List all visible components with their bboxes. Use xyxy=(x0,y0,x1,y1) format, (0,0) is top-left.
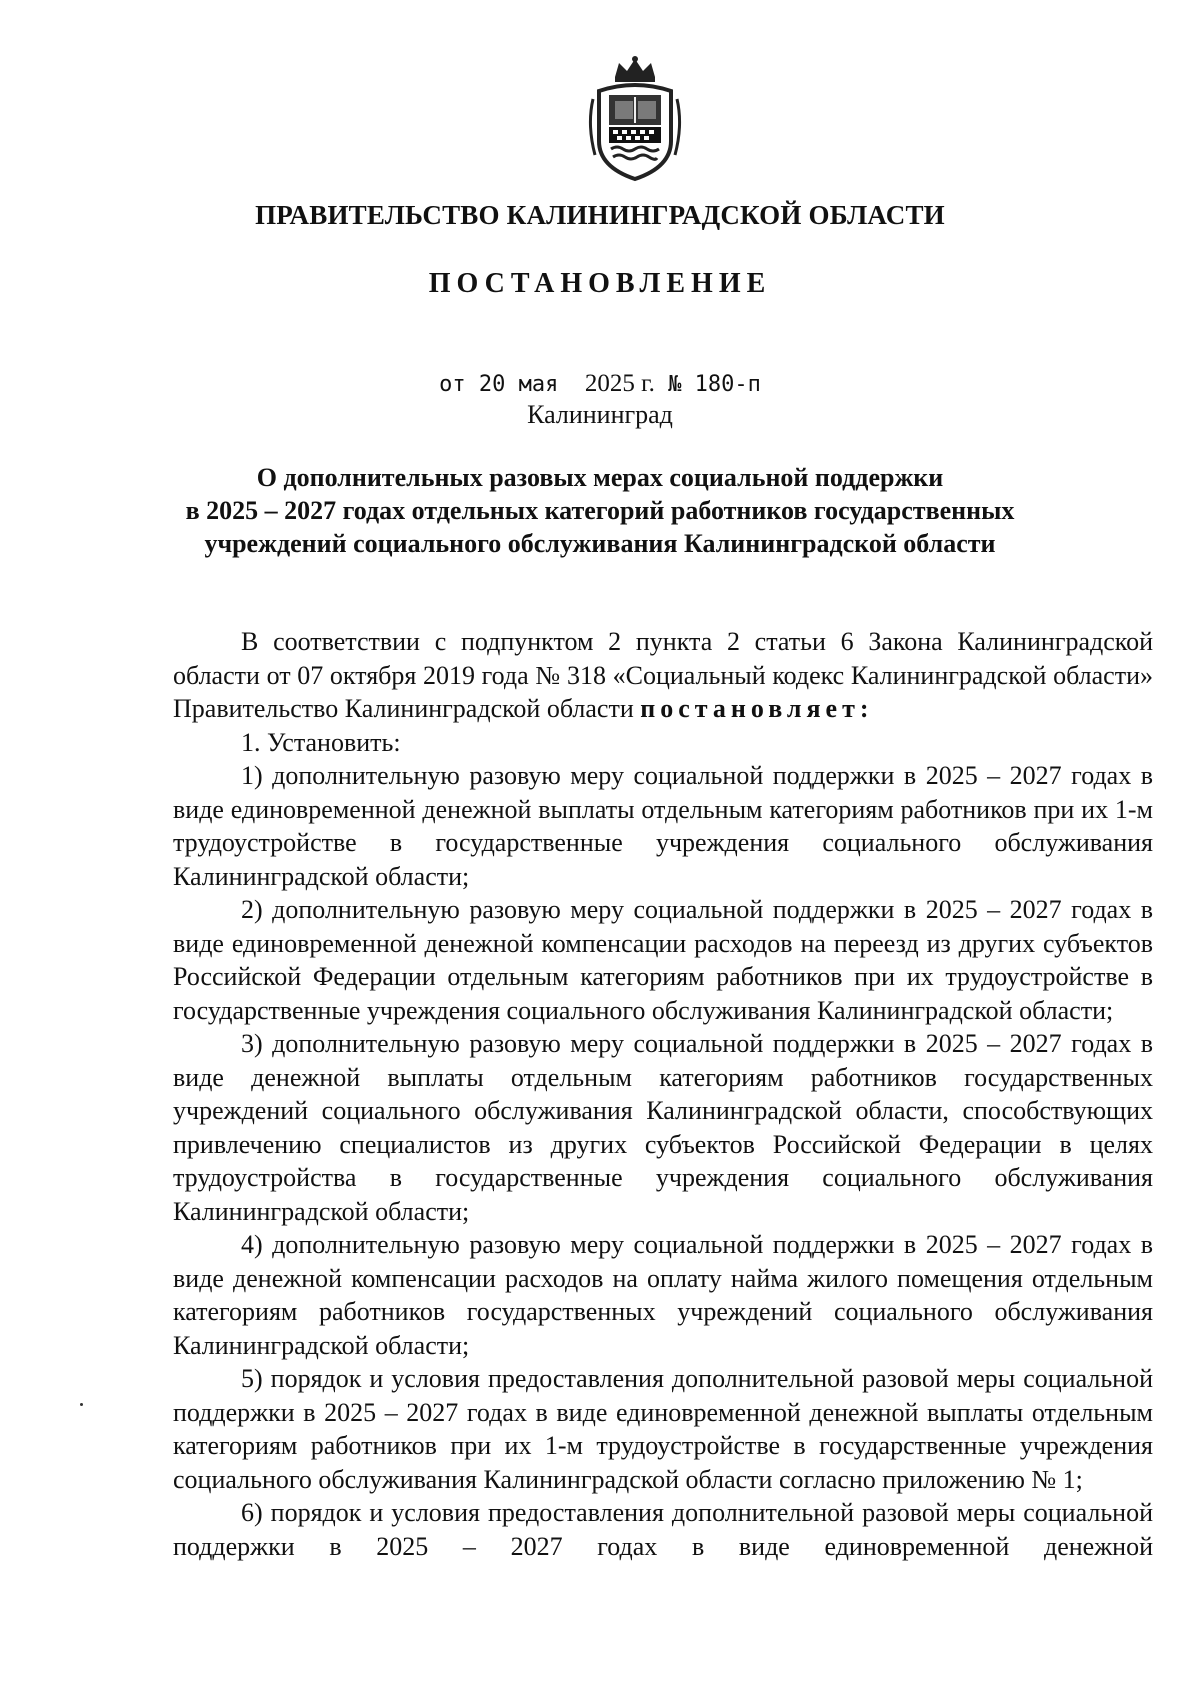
subject-line: в 2025 – 2027 годах отдельных категорий работников государственных xyxy=(185,496,1015,525)
coat-of-arms-icon xyxy=(585,55,685,183)
item-1-paragraph: 1. Установить: xyxy=(241,727,401,757)
subject-line: учреждений социального обслуживания Калининградской области xyxy=(204,529,996,558)
subitem-5-paragraph: 5) порядок и условия предоставления дополнительной разовой меры социальной поддержки в 2025 – 2027 годах в виде единовременной денежной выплаты отдельным категориям работников при их 1-м трудоустройстве в государственные учреждения социального обслуживания Калининградской области согласно приложению № 1; xyxy=(173,1364,1153,1494)
subitem-2-paragraph: 2) дополнительную разовую меру социальной поддержки в 2025 – 2027 годах в виде единовременной денежной компенсации расходов на переезд из других субъектов Российской Федерации отдельным категориям работников при их трудоустройстве в государственные учреждения социального обслуживания Калининградской области; xyxy=(173,895,1153,1025)
subitem-6-paragraph: 6) порядок и условия предоставления дополнительной разовой меры социальной поддержки в 2025 – 2027 годах в виде единовременной денежной xyxy=(173,1498,1153,1561)
subject-line: О дополнительных разовых мерах социальной поддержки xyxy=(256,463,944,492)
subitem-3-paragraph: 3) дополнительную разовую меру социальной поддержки в 2025 – 2027 годах в виде денежной выплаты отдельным категориям работников государственных учреждений социального обслуживания Калининградской области, способствующих привлечению специалистов из других субъектов Российской Федерации в целях трудоустройства в государственные учреждения социального обслуживания Калининградской области; xyxy=(173,1029,1153,1226)
document-number: № 180-п xyxy=(668,372,761,397)
document-date-line xyxy=(0,370,1200,398)
preamble-paragraph xyxy=(173,625,1153,726)
subitem-1-paragraph: 1) дополнительную разовую меру социальной поддержки в 2025 – 2027 годах в виде единовременной денежной выплаты отдельным категориям работников при их 1-м трудоустройстве в государственные учреждения социального обслуживания Калининградской области; xyxy=(173,761,1153,891)
document-subject xyxy=(160,461,1040,560)
subitem-4-paragraph: 4) дополнительную разовую меру социальной поддержки в 2025 – 2027 годах в виде денежной компенсации расходов на оплату найма жилого помещения отдельным категориям работников государственных учреждений социального обслуживания Калининградской области; xyxy=(173,1230,1153,1360)
date-year: 2025 г. xyxy=(584,370,655,397)
date-prefix: от xyxy=(439,372,466,397)
date-day-month: 20 мая xyxy=(478,372,559,397)
scan-speck xyxy=(80,1403,83,1406)
decree-word: постановляет: xyxy=(640,694,874,723)
preamble-text: В соответствии с подпунктом 2 пункта 2 статьи 6 Закона Калининградской области от 07 октября 2019 года № 318 «Социальный кодекс Калининградской области» Правительство Калининградской области xyxy=(173,627,1153,723)
organization-title: ПРАВИТЕЛЬСТВО КАЛИНИНГРАДСКОЙ ОБЛАСТИ xyxy=(255,200,945,230)
document-body xyxy=(173,625,1153,1563)
document-city: Калининград xyxy=(527,400,673,429)
document-type: ПОСТАНОВЛЕНИЕ xyxy=(428,268,772,299)
